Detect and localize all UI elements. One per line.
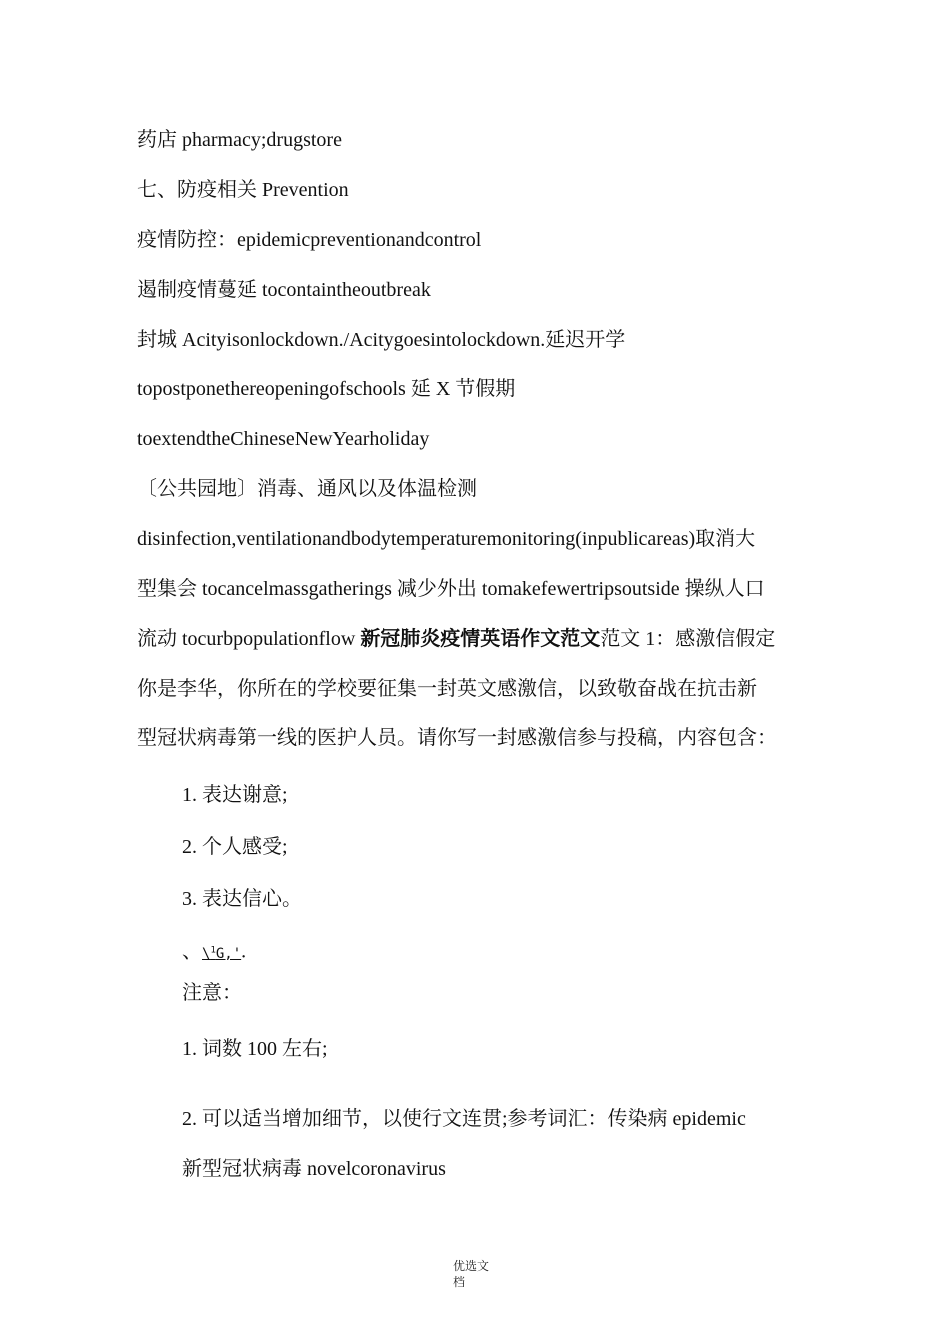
mark-code [202, 946, 241, 962]
mark-b: G,' [215, 945, 242, 962]
note-item: 1. 词数 100 左右; [182, 1038, 328, 1060]
mark-suffix: . [241, 940, 247, 963]
page-footer [453, 1258, 503, 1290]
text-span: 范文 1：感激信假定 [600, 628, 776, 650]
text-line: toextendtheChineseNewYearholiday [137, 428, 430, 450]
mark-prefix: 、 [182, 940, 202, 963]
note-item: 2. 可以适当增加细节，以使行文连贯;参考词汇：传染病 epidemic [182, 1108, 746, 1130]
text-span: 流动 tocurbpopulationflow [137, 628, 361, 650]
text-line: disinfection,ventilationandbodytemperaturemonitoring(inpublicareas)取消大 [137, 528, 756, 550]
requirement-item: 2. 个人感受; [182, 836, 288, 858]
section-heading: 七、防疫相关 Prevention [137, 179, 349, 201]
text-line: 药店 pharmacy;drugstore [137, 129, 342, 151]
requirement-item: 1. 表达谢意; [182, 784, 288, 806]
text-line: 〔公共园地〕消毒、通风以及体温检测 [137, 478, 477, 500]
requirement-item: 3. 表达信心。 [182, 888, 302, 910]
garbled-mark [182, 937, 872, 967]
text-line: topostponethereopeningofschools 延 X 节假期 [137, 378, 516, 400]
text-line: 型冠状病毒第一线的医护人员。请你写一封感激信参与投稿，内容包含： [137, 727, 777, 749]
text-line: 疫情防控：epidemicpreventionandcontrol [137, 229, 482, 251]
footer-line: 优选文 [453, 1259, 490, 1273]
footer-line: 档 [453, 1275, 466, 1289]
text-line [137, 626, 827, 652]
text-line: 封城 Acityisonlockdown./Acitygoesintolockdown.延迟开学 [137, 329, 626, 351]
mark-a: \ [202, 945, 211, 962]
essay-title: 新冠肺炎疫情英语作文范文 [360, 628, 601, 650]
note-item: 新型冠状病毒 novelcoronavirus [182, 1158, 446, 1180]
text-line: 型集会 tocancelmassgatherings 减少外出 tomakefewertripsoutside 操纵人口 [137, 578, 765, 600]
text-line: 你是李华，你所在的学校要征集一封英文感激信，以致敬奋战在抗击新 [137, 678, 757, 700]
mark-sup: 1 [210, 945, 216, 955]
text-line: 遏制疫情蔓延 tocontaintheoutbreak [137, 279, 431, 301]
notes-heading: 注意： [182, 982, 242, 1004]
